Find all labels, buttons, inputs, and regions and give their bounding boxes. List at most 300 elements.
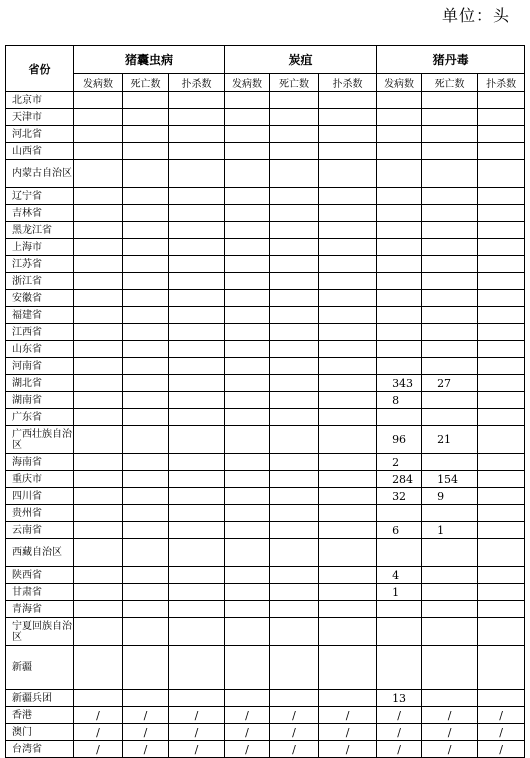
- value-cell: [422, 584, 478, 601]
- table-row: [6, 584, 525, 601]
- province-cell: 黑龙江省: [6, 222, 74, 239]
- table-row: [6, 505, 525, 522]
- value-cell: [422, 324, 478, 341]
- value-cell: [422, 143, 478, 160]
- value-cell: [74, 239, 123, 256]
- value-cell: [270, 324, 319, 341]
- table-row: [6, 307, 525, 324]
- value-cell: [270, 584, 319, 601]
- value-cell: [422, 618, 478, 646]
- value-cell: [422, 290, 478, 307]
- value-cell: [123, 539, 169, 567]
- value-cell: [319, 222, 377, 239]
- value-cell: /: [74, 741, 123, 758]
- value-cell: /: [74, 724, 123, 741]
- value-cell: [319, 618, 377, 646]
- value-cell: [319, 273, 377, 290]
- value-cell: [422, 392, 478, 409]
- table-row: [6, 160, 525, 188]
- value-cell: [319, 92, 377, 109]
- value-cell: [478, 126, 525, 143]
- value-cell: [270, 290, 319, 307]
- value-cell: [169, 454, 225, 471]
- value-cell: [478, 567, 525, 584]
- value-cell: [422, 205, 478, 222]
- value-cell: [270, 690, 319, 707]
- value-cell: /: [169, 741, 225, 758]
- value-cell: [422, 409, 478, 426]
- value-cell: [478, 290, 525, 307]
- value-cell: [270, 488, 319, 505]
- value-cell: [478, 92, 525, 109]
- value-cell: [225, 584, 270, 601]
- province-cell: 青海省: [6, 601, 74, 618]
- value-cell: [169, 126, 225, 143]
- value-cell: [123, 409, 169, 426]
- value-cell: [225, 426, 270, 454]
- value-cell: [319, 160, 377, 188]
- value-cell: [478, 539, 525, 567]
- value-cell: [377, 358, 422, 375]
- value-cell: [74, 409, 123, 426]
- value-cell: [123, 358, 169, 375]
- value-cell: [478, 690, 525, 707]
- value-cell: [319, 646, 377, 690]
- value-cell: [478, 426, 525, 454]
- value-cell: [225, 488, 270, 505]
- value-cell: [319, 307, 377, 324]
- value-cell: [377, 307, 422, 324]
- value-cell: [74, 522, 123, 539]
- value-cell: [74, 690, 123, 707]
- province-cell: 内蒙古自治区: [6, 160, 74, 188]
- value-cell: [169, 358, 225, 375]
- value-cell: [123, 290, 169, 307]
- value-cell: [123, 375, 169, 392]
- value-cell: [478, 239, 525, 256]
- value-cell: [123, 471, 169, 488]
- value-cell: [123, 522, 169, 539]
- value-cell: [123, 488, 169, 505]
- value-cell: [478, 392, 525, 409]
- value-cell: [169, 160, 225, 188]
- table-row: [6, 707, 525, 724]
- value-cell: [478, 222, 525, 239]
- value-cell: [169, 143, 225, 160]
- value-cell: 21: [422, 426, 478, 454]
- value-cell: 154: [422, 471, 478, 488]
- value-cell: [478, 471, 525, 488]
- value-cell: [319, 324, 377, 341]
- value-cell: [270, 160, 319, 188]
- value-cell: [377, 239, 422, 256]
- value-cell: [123, 143, 169, 160]
- province-cell: 吉林省: [6, 205, 74, 222]
- value-cell: [478, 205, 525, 222]
- value-cell: [225, 618, 270, 646]
- value-cell: [377, 205, 422, 222]
- value-cell: [422, 222, 478, 239]
- value-cell: [270, 341, 319, 358]
- value-cell: 343: [377, 375, 422, 392]
- value-cell: [169, 690, 225, 707]
- value-cell: [422, 646, 478, 690]
- value-cell: [319, 188, 377, 205]
- province-cell: 河北省: [6, 126, 74, 143]
- province-cell: 四川省: [6, 488, 74, 505]
- value-cell: [74, 471, 123, 488]
- value-cell: [74, 188, 123, 205]
- value-cell: [422, 109, 478, 126]
- value-cell: [74, 273, 123, 290]
- value-cell: /: [270, 741, 319, 758]
- value-cell: [270, 539, 319, 567]
- value-cell: [169, 539, 225, 567]
- value-cell: [478, 358, 525, 375]
- value-cell: 284: [377, 471, 422, 488]
- group-header-erysipelas: 猪丹毒: [377, 46, 525, 74]
- value-cell: [169, 188, 225, 205]
- value-cell: /: [270, 707, 319, 724]
- value-cell: [270, 409, 319, 426]
- province-cell: 山西省: [6, 143, 74, 160]
- table-row: [6, 324, 525, 341]
- sub-header-culled: 扑杀数: [169, 74, 225, 92]
- value-cell: [225, 392, 270, 409]
- province-cell: 湖南省: [6, 392, 74, 409]
- value-cell: [169, 505, 225, 522]
- value-cell: [377, 539, 422, 567]
- value-cell: [270, 256, 319, 273]
- value-cell: [225, 358, 270, 375]
- value-cell: [270, 392, 319, 409]
- value-cell: /: [225, 724, 270, 741]
- value-cell: [319, 601, 377, 618]
- table-row: [6, 126, 525, 143]
- unit-label: 单位：头: [441, 6, 510, 25]
- value-cell: [225, 454, 270, 471]
- table-row: [6, 454, 525, 471]
- value-cell: /: [270, 724, 319, 741]
- province-cell: 福建省: [6, 307, 74, 324]
- value-cell: [169, 488, 225, 505]
- value-cell: [319, 290, 377, 307]
- province-cell: 江西省: [6, 324, 74, 341]
- value-cell: [270, 222, 319, 239]
- value-cell: /: [169, 724, 225, 741]
- value-cell: [422, 690, 478, 707]
- value-cell: [225, 109, 270, 126]
- value-cell: /: [123, 707, 169, 724]
- value-cell: 1: [377, 584, 422, 601]
- value-cell: [270, 426, 319, 454]
- value-cell: [319, 505, 377, 522]
- value-cell: [74, 601, 123, 618]
- table-body: [6, 92, 525, 758]
- value-cell: [319, 256, 377, 273]
- value-cell: [377, 601, 422, 618]
- value-cell: [478, 522, 525, 539]
- province-cell: 海南省: [6, 454, 74, 471]
- value-cell: [74, 160, 123, 188]
- province-cell: 宁夏回族自治区: [6, 618, 74, 646]
- value-cell: [478, 188, 525, 205]
- value-cell: [123, 618, 169, 646]
- value-cell: /: [377, 724, 422, 741]
- sub-header-deaths: 死亡数: [123, 74, 169, 92]
- value-cell: [422, 567, 478, 584]
- value-cell: [478, 341, 525, 358]
- value-cell: [270, 454, 319, 471]
- group-header-cysticercosis: 猪囊虫病: [74, 46, 225, 74]
- value-cell: [478, 160, 525, 188]
- value-cell: [478, 505, 525, 522]
- value-cell: [74, 290, 123, 307]
- province-cell: 上海市: [6, 239, 74, 256]
- value-cell: [74, 539, 123, 567]
- value-cell: [270, 143, 319, 160]
- value-cell: [169, 392, 225, 409]
- value-cell: [319, 567, 377, 584]
- table-row: [6, 646, 525, 690]
- value-cell: [478, 409, 525, 426]
- table-row: [6, 256, 525, 273]
- value-cell: [270, 471, 319, 488]
- value-cell: [319, 205, 377, 222]
- table-row: [6, 222, 525, 239]
- value-cell: [377, 92, 422, 109]
- province-cell: 广西壮族自治区: [6, 426, 74, 454]
- province-cell: 湖北省: [6, 375, 74, 392]
- value-cell: [225, 160, 270, 188]
- value-cell: [478, 488, 525, 505]
- value-cell: [225, 126, 270, 143]
- value-cell: [123, 567, 169, 584]
- value-cell: [169, 409, 225, 426]
- value-cell: [319, 471, 377, 488]
- province-cell: 陕西省: [6, 567, 74, 584]
- sub-header-culled: 扑杀数: [319, 74, 377, 92]
- table-row: [6, 92, 525, 109]
- value-cell: [478, 375, 525, 392]
- value-cell: [74, 92, 123, 109]
- value-cell: [123, 126, 169, 143]
- value-cell: [169, 618, 225, 646]
- value-cell: [225, 567, 270, 584]
- value-cell: [225, 273, 270, 290]
- table-row: [6, 690, 525, 707]
- value-cell: [225, 341, 270, 358]
- value-cell: [270, 522, 319, 539]
- table-row: [6, 724, 525, 741]
- value-cell: [74, 307, 123, 324]
- value-cell: [169, 290, 225, 307]
- province-cell: 河南省: [6, 358, 74, 375]
- value-cell: [74, 488, 123, 505]
- value-cell: /: [225, 707, 270, 724]
- table-row: [6, 341, 525, 358]
- value-cell: [123, 690, 169, 707]
- value-cell: /: [377, 707, 422, 724]
- province-cell: 浙江省: [6, 273, 74, 290]
- value-cell: [123, 601, 169, 618]
- value-cell: [270, 273, 319, 290]
- value-cell: [270, 188, 319, 205]
- value-cell: [478, 618, 525, 646]
- value-cell: [74, 341, 123, 358]
- value-cell: [74, 646, 123, 690]
- province-cell: 江苏省: [6, 256, 74, 273]
- value-cell: [123, 307, 169, 324]
- value-cell: [169, 307, 225, 324]
- province-cell: 辽宁省: [6, 188, 74, 205]
- value-cell: 27: [422, 375, 478, 392]
- value-cell: [169, 584, 225, 601]
- value-cell: [319, 409, 377, 426]
- value-cell: [319, 341, 377, 358]
- value-cell: [478, 324, 525, 341]
- value-cell: [169, 256, 225, 273]
- value-cell: [169, 471, 225, 488]
- sub-header-cases: 发病数: [377, 74, 422, 92]
- province-cell: 新疆兵团: [6, 690, 74, 707]
- value-cell: [74, 567, 123, 584]
- value-cell: [478, 307, 525, 324]
- value-cell: 4: [377, 567, 422, 584]
- value-cell: [123, 392, 169, 409]
- value-cell: [225, 92, 270, 109]
- value-cell: [225, 290, 270, 307]
- value-cell: [319, 690, 377, 707]
- value-cell: [478, 646, 525, 690]
- value-cell: [74, 584, 123, 601]
- value-cell: [377, 222, 422, 239]
- value-cell: [74, 375, 123, 392]
- value-cell: [377, 290, 422, 307]
- province-cell: 西藏自治区: [6, 539, 74, 567]
- value-cell: [422, 307, 478, 324]
- province-cell: 新疆: [6, 646, 74, 690]
- value-cell: [225, 646, 270, 690]
- value-cell: [225, 375, 270, 392]
- value-cell: [169, 324, 225, 341]
- value-cell: [123, 239, 169, 256]
- value-cell: [422, 454, 478, 471]
- value-cell: [225, 256, 270, 273]
- sub-header-cases: 发病数: [74, 74, 123, 92]
- value-cell: [225, 409, 270, 426]
- value-cell: /: [422, 707, 478, 724]
- value-cell: [319, 375, 377, 392]
- table-row: [6, 741, 525, 758]
- value-cell: [319, 488, 377, 505]
- value-cell: [123, 324, 169, 341]
- value-cell: [123, 92, 169, 109]
- value-cell: [225, 143, 270, 160]
- value-cell: [319, 392, 377, 409]
- table-row: [6, 539, 525, 567]
- table-row: [6, 188, 525, 205]
- province-cell: 香港: [6, 707, 74, 724]
- value-cell: [225, 307, 270, 324]
- value-cell: [123, 222, 169, 239]
- value-cell: [422, 539, 478, 567]
- value-cell: [319, 109, 377, 126]
- table-row: [6, 618, 525, 646]
- value-cell: [123, 188, 169, 205]
- value-cell: [74, 205, 123, 222]
- value-cell: [422, 160, 478, 188]
- value-cell: [478, 109, 525, 126]
- value-cell: [319, 426, 377, 454]
- value-cell: [319, 584, 377, 601]
- value-cell: [422, 273, 478, 290]
- group-header-anthrax: 炭疽: [225, 46, 377, 74]
- value-cell: [422, 188, 478, 205]
- value-cell: [422, 358, 478, 375]
- value-cell: /: [74, 707, 123, 724]
- table-row: [6, 522, 525, 539]
- value-cell: [225, 690, 270, 707]
- value-cell: [169, 567, 225, 584]
- value-cell: /: [225, 741, 270, 758]
- table-row: [6, 601, 525, 618]
- value-cell: [377, 618, 422, 646]
- value-cell: [225, 239, 270, 256]
- province-cell: 山东省: [6, 341, 74, 358]
- value-cell: 2: [377, 454, 422, 471]
- value-cell: [225, 539, 270, 567]
- value-cell: [169, 522, 225, 539]
- value-cell: [225, 188, 270, 205]
- table-row: [6, 109, 525, 126]
- value-cell: [123, 505, 169, 522]
- value-cell: /: [123, 724, 169, 741]
- value-cell: [123, 454, 169, 471]
- value-cell: /: [422, 724, 478, 741]
- value-cell: [377, 160, 422, 188]
- table-row: [6, 358, 525, 375]
- value-cell: [422, 601, 478, 618]
- value-cell: [169, 222, 225, 239]
- table-row: [6, 239, 525, 256]
- value-cell: [169, 646, 225, 690]
- value-cell: [74, 109, 123, 126]
- sub-header-deaths: 死亡数: [270, 74, 319, 92]
- province-cell: 甘肃省: [6, 584, 74, 601]
- value-cell: [478, 454, 525, 471]
- value-cell: [169, 341, 225, 358]
- value-cell: [319, 126, 377, 143]
- value-cell: [377, 324, 422, 341]
- table-row: [6, 409, 525, 426]
- value-cell: [319, 239, 377, 256]
- value-cell: [225, 222, 270, 239]
- value-cell: 32: [377, 488, 422, 505]
- value-cell: /: [422, 741, 478, 758]
- value-cell: [225, 601, 270, 618]
- province-cell: 重庆市: [6, 471, 74, 488]
- value-cell: [74, 505, 123, 522]
- table-row: [6, 426, 525, 454]
- sub-header-deaths: 死亡数: [422, 74, 478, 92]
- value-cell: [478, 273, 525, 290]
- value-cell: [270, 126, 319, 143]
- value-cell: [377, 143, 422, 160]
- value-cell: [319, 358, 377, 375]
- value-cell: [478, 256, 525, 273]
- table-row: [6, 567, 525, 584]
